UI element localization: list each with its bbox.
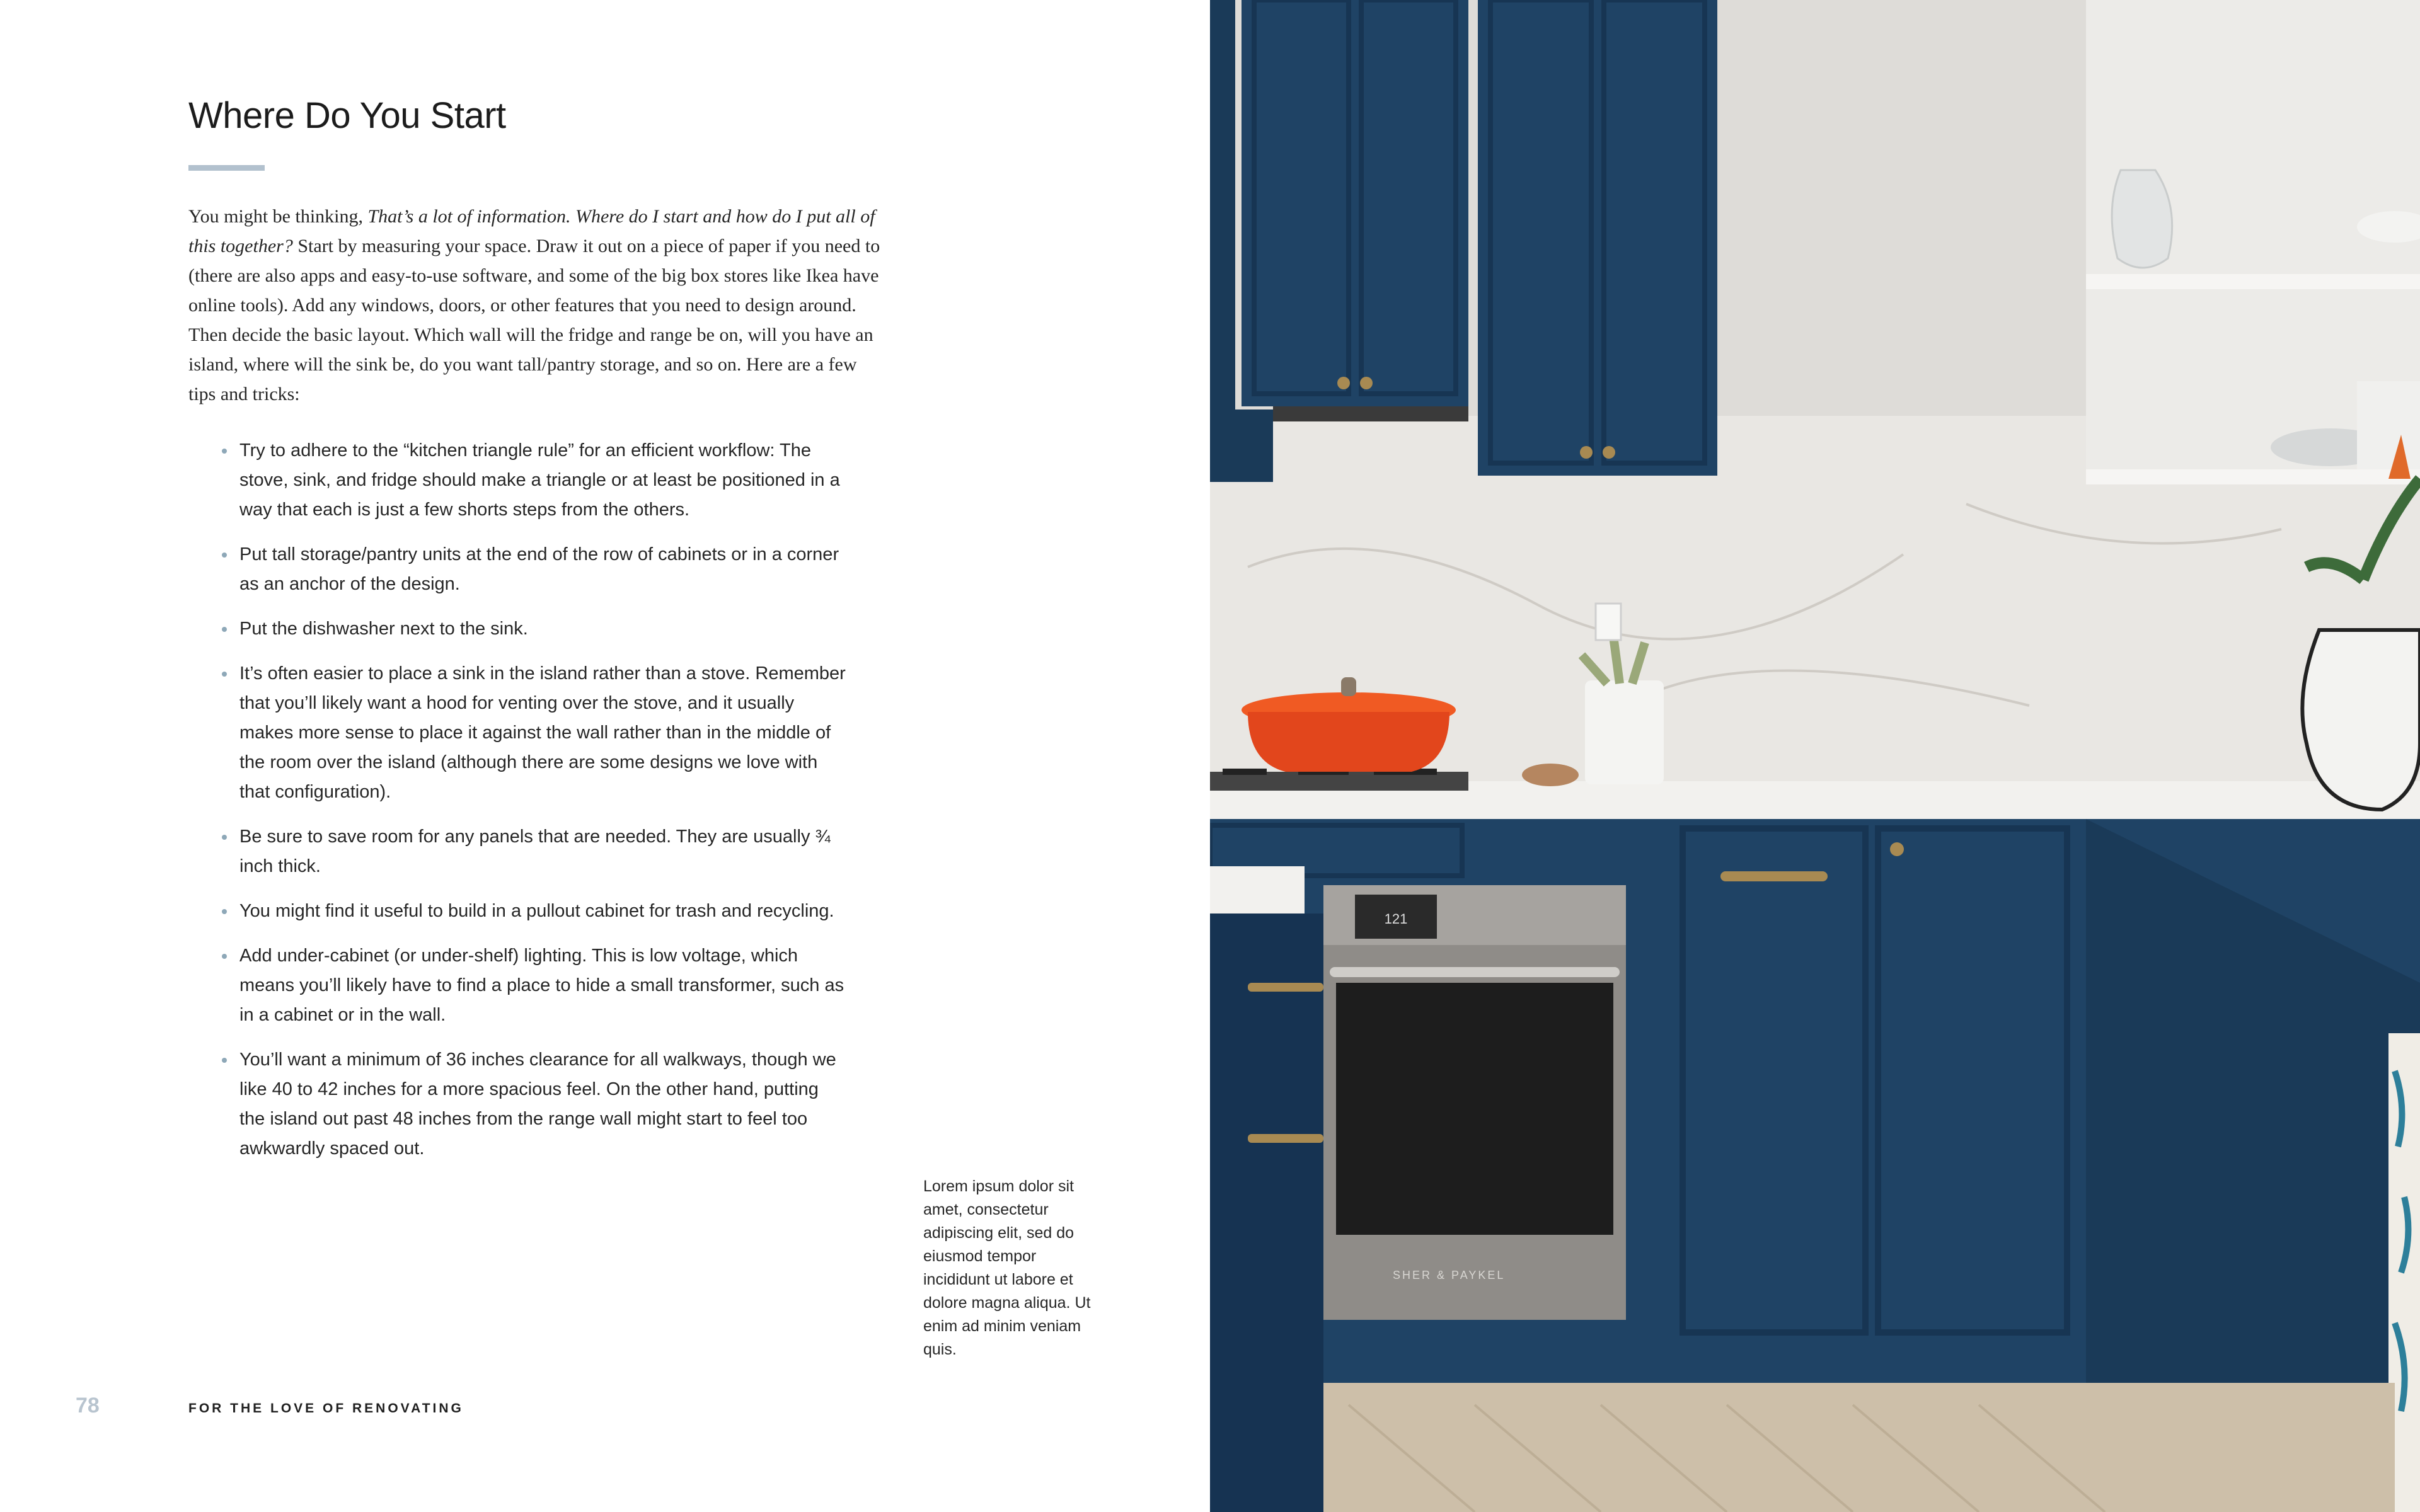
- oven-window: [1336, 983, 1613, 1235]
- list-item: [222, 659, 846, 807]
- dutch-oven-knob: [1341, 677, 1356, 696]
- shelf-lower: [2086, 469, 2420, 484]
- upper-cabinet-edge: [1210, 0, 1235, 479]
- island-cabinets: [1210, 914, 1323, 1512]
- upper-cabinet-left: [1242, 0, 1468, 406]
- wood-floor: [1323, 1383, 2395, 1512]
- intro-text-rest: Start by measuring your space. Draw it out on a piece of paper if you need to (there are also apps and easy-to-use software, and some of the big box stores like Ikea have online tools). Add any windows, doors, or other features that you need to design around. Then decide the basic layout. Which wall will the fridge and range be on, will you have an island, where will the sink be, do you want tall/pantry storage, and so on. Here are a few tips and tricks:: [188, 236, 880, 404]
- shelf-upper: [2086, 274, 2420, 289]
- utensil-crock: [1585, 680, 1664, 784]
- oven-brand: SHER & PAYKEL: [1393, 1269, 1506, 1281]
- list-item-text: Be sure to save room for any panels that are needed. They are usually ¾ inch thick.: [239, 827, 831, 876]
- kitchen-illustration: [1210, 0, 2420, 1512]
- list-item: [222, 896, 846, 926]
- upper-cabinet-side: [1210, 410, 1273, 482]
- title-rule: [188, 165, 265, 171]
- drawer-pull[interactable]: [1248, 983, 1323, 992]
- list-item-text: You might find it useful to build in a pullout cabinet for trash and recycling.: [239, 901, 834, 921]
- bullet-icon: [222, 627, 227, 632]
- glass-pitcher: [2112, 170, 2172, 268]
- bullet-icon: [222, 553, 227, 558]
- vase: [2302, 630, 2420, 810]
- drawer-pull[interactable]: [1720, 871, 1828, 881]
- bullet-icon: [222, 954, 227, 959]
- intro-paragraph: [188, 202, 882, 409]
- base-cabinet-door: [1878, 828, 2067, 1332]
- list-item: [222, 540, 846, 599]
- list-item-text: It’s often easier to place a sink in the island rather than a stove. Remember that you’ll likely want a hood for venting over the stove, and it usually makes more sense to place it against the wall rather than in the middle of the room over the island (although there are some designs we love with that configuration).: [239, 663, 846, 802]
- base-cabinet-door: [1683, 828, 1865, 1332]
- list-item-text: Add under-cabinet (or under-shelf) lighting. This is low voltage, which means you’ll likely have to find a place to hide a small transformer, such as in a cabinet or in the wall.: [239, 946, 844, 1025]
- small-bowl: [1522, 764, 1579, 786]
- intro-text-start: You might be thinking,: [188, 206, 368, 227]
- oven-handle[interactable]: [1330, 967, 1620, 977]
- intro-italic-text: That’s a lot of information. Where do I start and how do I put all of this together?: [188, 206, 875, 256]
- bullet-icon: [222, 1058, 227, 1063]
- list-item-text: Put the dishwasher next to the sink.: [239, 619, 528, 639]
- bullet-icon: [222, 909, 227, 914]
- oven-display-text: 121: [1384, 911, 1408, 927]
- kitchen-photo: [1210, 0, 2420, 1512]
- list-item: [222, 822, 846, 881]
- photo-caption: Lorem ipsum dolor sit amet, consectetur adipiscing elit, sed do eiusmod tempor incididunt ut labore et dolore magna aliqua. Ut enim ad minim veniam quis.: [923, 1177, 1091, 1358]
- dutch-oven: [1248, 712, 1449, 772]
- cabinet-knob[interactable]: [1890, 842, 1904, 856]
- list-item-text: Try to adhere to the “kitchen triangle rule” for an efficient workflow: The stove, sink, and fridge should make a triangle or at least be positioned in a way that each is just a few shorts steps from the others.: [239, 440, 840, 520]
- upper-cabinet-right: [1478, 0, 1717, 476]
- outlet: [1596, 604, 1621, 640]
- page-title: Where Do You Start: [188, 95, 506, 136]
- range-hood-vent: [1273, 406, 1468, 421]
- cabinet-knob: [1360, 377, 1373, 389]
- cabinet-knob: [1337, 377, 1350, 389]
- bullet-icon: [222, 449, 227, 454]
- list-item: [222, 436, 846, 525]
- tips-list: [222, 436, 846, 1179]
- list-item: [222, 1045, 846, 1164]
- list-item-text: You’ll want a minimum of 36 inches clearance for all walkways, though we like 40 to 42 inches for a more spacious feel. On the other hand, putting the island out past 48 inches from the range wall might start to feel too awkwardly spaced out.: [239, 1050, 836, 1159]
- list-item: [222, 941, 846, 1030]
- running-head: FOR THE LOVE OF RENOVATING: [188, 1401, 464, 1416]
- page-number: 78: [76, 1394, 100, 1418]
- cabinet-knob: [1603, 446, 1615, 459]
- list-item-text: Put tall storage/pantry units at the end of the row of cabinets or in a corner as an anchor of the design.: [239, 544, 839, 594]
- bullet-icon: [222, 835, 227, 840]
- plate-stack: [2357, 381, 2420, 469]
- cabinet-knob: [1580, 446, 1593, 459]
- drawer-pull[interactable]: [1248, 1134, 1323, 1143]
- list-item: [222, 614, 846, 644]
- bullet-icon: [222, 672, 227, 677]
